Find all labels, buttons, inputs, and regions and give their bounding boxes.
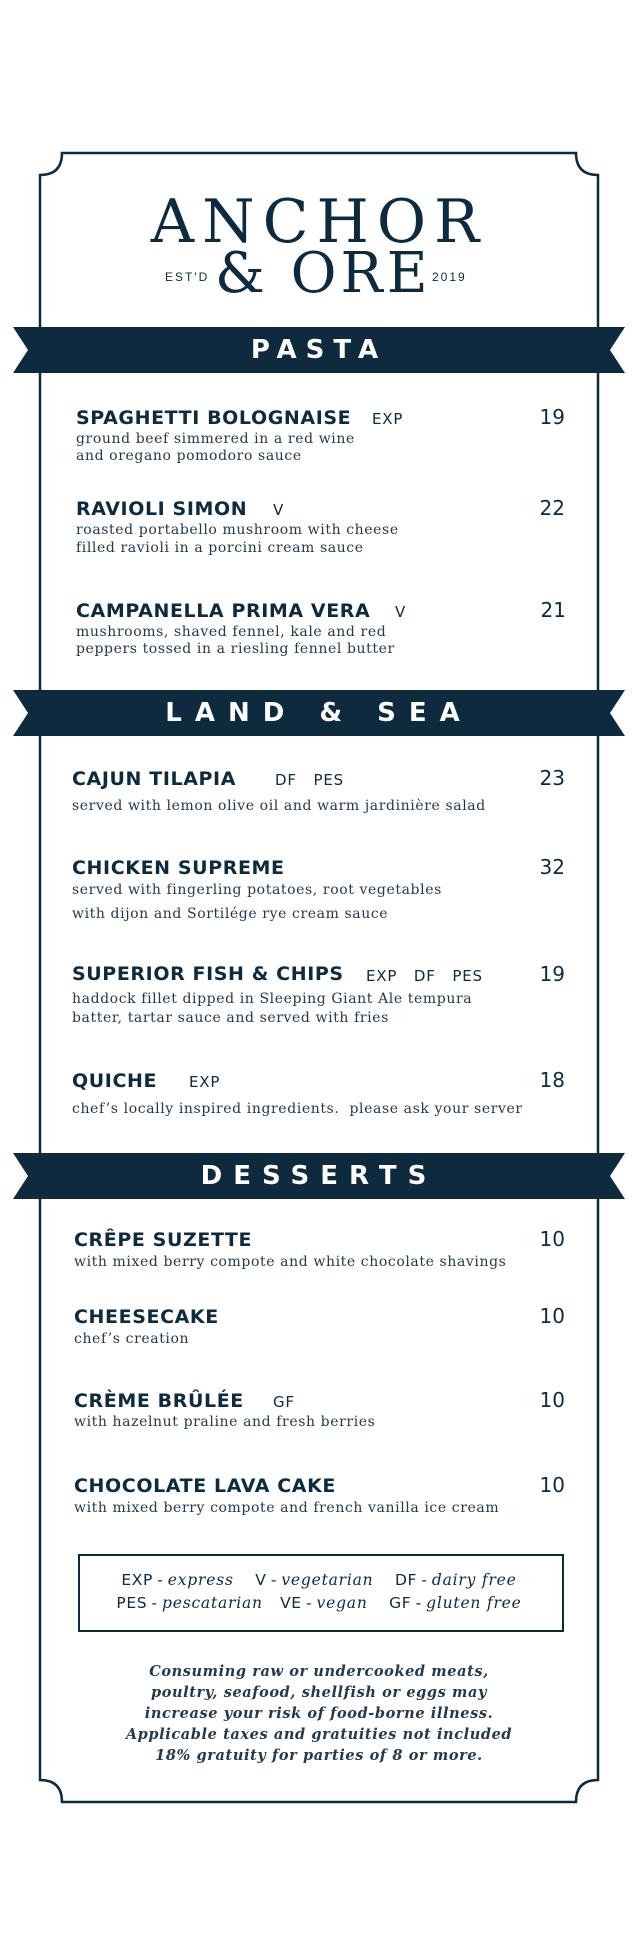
item-name: CAJUN TILAPIA [72, 768, 237, 790]
legend-row: PES - pescatarian VE - vegan GF - gluten free [116, 1594, 522, 1612]
legend-code: VE [280, 1594, 302, 1612]
item-description: peppers tossed in a riesling fennel butter [76, 641, 395, 657]
item-name: CHOCOLATE LAVA CAKE [74, 1475, 336, 1497]
brand-name-bottom: & ORE [215, 241, 432, 306]
item-price: 22 [539, 496, 565, 520]
brand-lockup [0, 241, 638, 306]
item-description: filled ravioli in a porcini cream sauce [76, 540, 364, 556]
established-label: EST'D [165, 270, 210, 284]
item-name: RAVIOLI SIMON [76, 498, 248, 520]
legend-meaning: dairy free [431, 1571, 517, 1589]
item-description: with mixed berry compote and french vanilla ice cream [74, 1500, 500, 1516]
item-price: 32 [539, 855, 565, 879]
health-notice-line: poultry, seafood, shellfish or eggs may [150, 1684, 487, 1701]
health-notice-line: Applicable taxes and gratuities not included [125, 1726, 513, 1743]
legend-code: GF [389, 1594, 412, 1612]
item-price: 10 [539, 1388, 565, 1412]
item-price: 18 [539, 1068, 565, 1092]
item-price: 10 [539, 1304, 565, 1328]
section-title-pasta: PASTA [250, 335, 388, 365]
item-tags: DF PES [275, 771, 344, 789]
item-description: served with lemon olive oil and warm jardinière salad [72, 798, 486, 814]
legend-meaning: pescatarian [162, 1594, 263, 1612]
item-tags: V [273, 501, 285, 519]
item-description: served with fingerling potatoes, root vegetables [72, 882, 442, 898]
item-description: mushrooms, shaved fennel, kale and red [76, 624, 387, 640]
item-tags: EXP [189, 1073, 221, 1091]
legend-code: EXP [121, 1571, 153, 1589]
item-price: 10 [539, 1473, 565, 1497]
item-price: 19 [539, 405, 565, 429]
item-price: 10 [539, 1227, 565, 1251]
item-description: chef’s locally inspired ingredients. please ask your server [72, 1101, 523, 1117]
item-tags: GF [273, 1393, 295, 1411]
item-tags: EXP [372, 410, 404, 428]
legend-meaning: express [167, 1571, 234, 1589]
legend-meaning: gluten free [426, 1594, 522, 1612]
section-title-land-and-sea: LAND & SEA [165, 698, 473, 728]
item-description: with hazelnut praline and fresh berries [74, 1414, 376, 1430]
item-price: 23 [539, 766, 565, 790]
health-notice-line: Consuming raw or undercooked meats, [149, 1663, 489, 1680]
legend-meaning: vegan [316, 1594, 368, 1612]
item-description: haddock fillet dipped in Sleeping Giant Ale tempura [72, 991, 473, 1007]
item-description: with dijon and Sortilége rye cream sauce [72, 906, 389, 922]
item-name: CAMPANELLA PRIMA VERA [76, 600, 371, 622]
section-title-desserts: DESSERTS [200, 1161, 438, 1191]
legend-code: V [255, 1571, 267, 1589]
item-name: CRÊPE SUZETTE [74, 1229, 253, 1251]
legend-code: DF [394, 1571, 418, 1589]
legend-row: EXP - express V - vegetarian DF - dairy free [121, 1571, 517, 1589]
item-description: with mixed berry compote and white chocolate shavings [74, 1254, 507, 1270]
brand-name-top: ANCHOR [150, 187, 488, 257]
item-price: 21 [540, 598, 566, 622]
legend-code: PES [116, 1594, 148, 1612]
legend-meaning: vegetarian [281, 1571, 374, 1589]
item-description: ground beef simmered in a red wine [76, 431, 355, 447]
item-price: 19 [539, 962, 565, 986]
item-name: CHICKEN SUPREME [72, 857, 285, 879]
item-description: chef’s creation [74, 1331, 190, 1347]
item-tags: V [395, 603, 407, 621]
item-description: batter, tartar sauce and served with fries [72, 1010, 389, 1026]
item-name: QUICHE [72, 1070, 158, 1092]
health-notice-line: 18% gratuity for parties of 8 or more. [155, 1747, 483, 1764]
item-description: roasted portabello mushroom with cheese [76, 522, 399, 538]
item-name: CHEESECAKE [74, 1306, 219, 1328]
item-name: SPAGHETTI BOLOGNAISE [76, 407, 352, 429]
item-description: and oregano pomodoro sauce [76, 448, 302, 464]
health-notice-line: increase your risk of food-borne illness. [144, 1705, 494, 1722]
established-year: 2019 [432, 270, 467, 284]
item-name: SUPERIOR FISH & CHIPS [72, 963, 344, 985]
item-tags: EXP DF PES [366, 967, 483, 985]
item-name: CRÈME BRÛLÉE [74, 1390, 244, 1412]
